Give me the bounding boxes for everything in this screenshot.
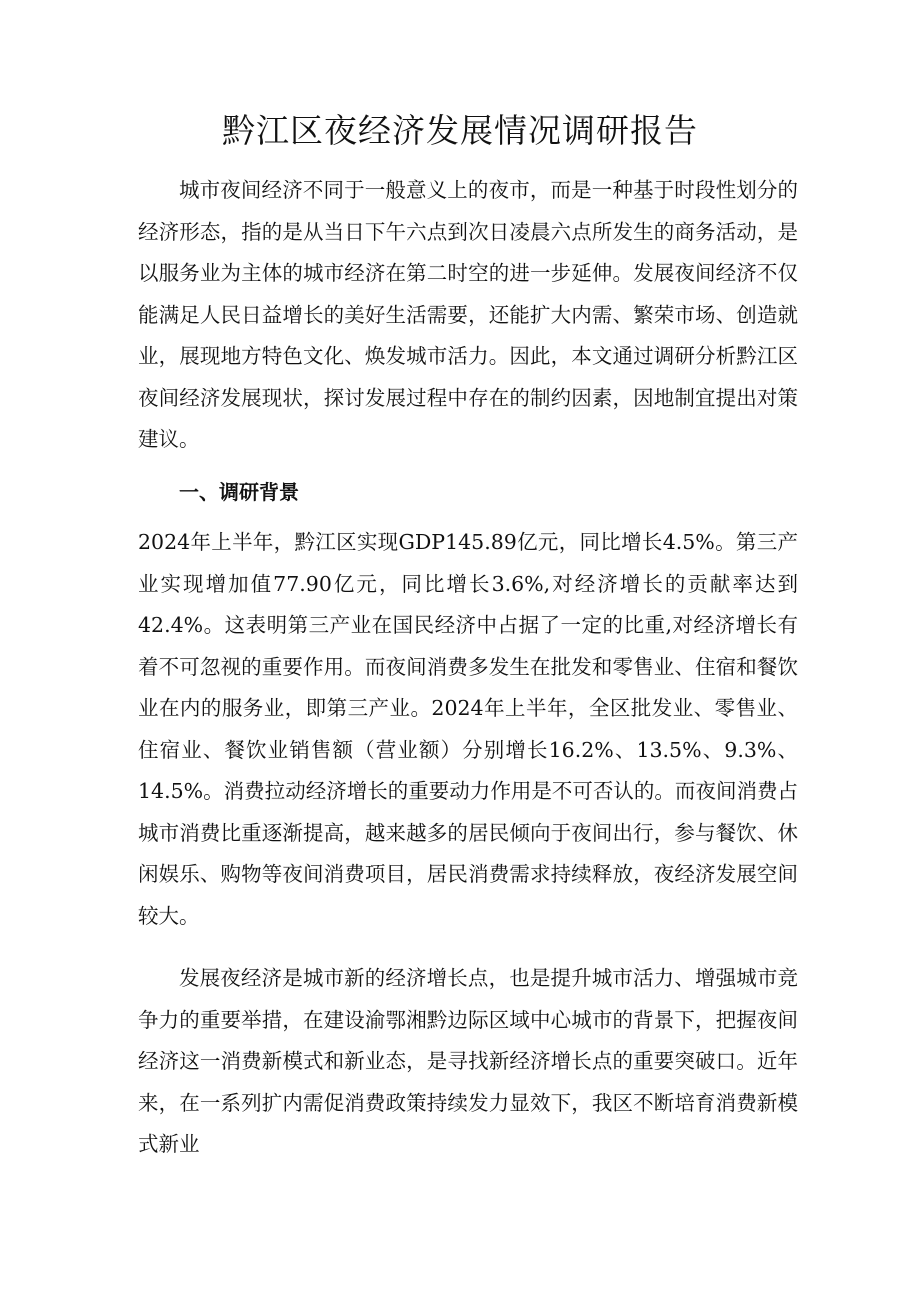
document-title: 黔江区夜经济发展情况调研报告	[222, 111, 698, 150]
section-heading-background: 一、调研背景	[179, 480, 299, 504]
background-paragraph-1: 2024年上半年，黔江区实现GDP145.89亿元，同比增长4.5%。第三产业实现增加值77.90亿元，同比增长3.6%,对经济增长的贡献率达到42.4%。这表明第三产业在国民经济中占据了一定的比重,对经济增长有着不可忽视的重要作用。而夜间消费多发生在批发和零售业、住宿和餐饮业在内的服务业，即第三产业。2024年上半年，全区批发业、零售业、住宿业、餐饮业销售额（营业额）分别增长16.2%、13.5%、9.3%、14.5%。消费拉动经济增长的重要动力作用是不可否认的。而夜间消费占城市消费比重逐渐提高，越来越多的居民倾向于夜间出行，参与餐饮、休闲娱乐、购物等夜间消费项目，居民消费需求持续释放，夜经济发展空间较大。	[138, 530, 798, 928]
intro-paragraph: 城市夜间经济不同于一般意义上的夜市，而是一种基于时段性划分的经济形态，指的是从当日下午六点到次日凌晨六点所发生的商务活动，是以服务业为主体的城市经济在第二时空的进一步延伸。发展夜间经济不仅能满足人民日益增长的美好生活需要，还能扩大内需、繁荣市场、创造就业，展现地方特色文化、焕发城市活力。因此，本文通过调研分析黔江区夜间经济发展现状，探讨发展过程中存在的制约因素，因地制宜提出对策建议。	[138, 178, 798, 451]
background-paragraph-2: 发展夜经济是城市新的经济增长点，也是提升城市活力、增强城市竞争力的重要举措，在建设渝鄂湘黔边际区域中心城市的背景下，把握夜间经济这一消费新模式和新业态，是寻找新经济增长点的重要突破口。近年来，在一系列扩内需促消费政策持续发力显效下，我区不断培育消费新模式新业	[138, 966, 798, 1156]
